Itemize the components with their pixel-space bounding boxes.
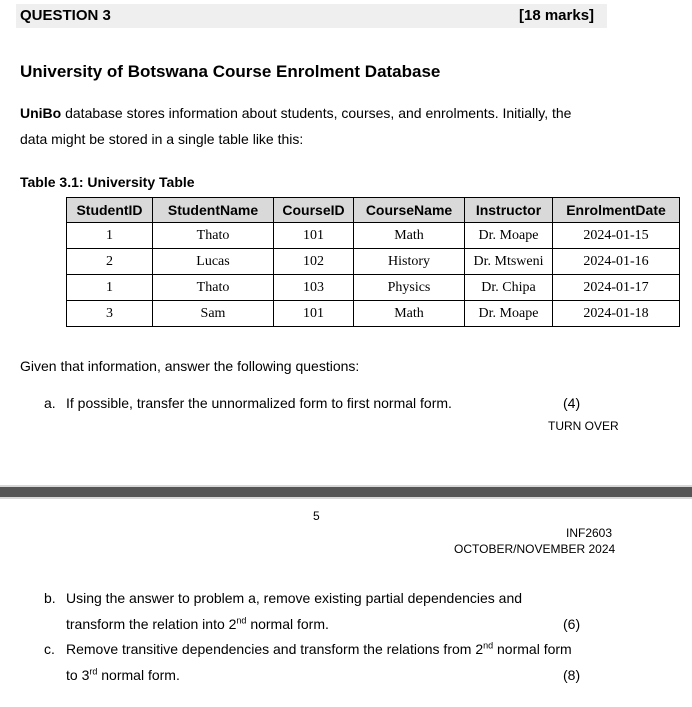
university-table (66, 197, 680, 327)
header-enrolmentdate: EnrolmentDate (553, 198, 680, 223)
cell-enrolmentdate: 2024-01-18 (553, 301, 680, 327)
cell-coursename: Physics (354, 275, 465, 301)
question-b-line2-sup: nd (236, 615, 247, 626)
table-caption: Table 3.1: University Table (20, 174, 195, 190)
question-a-marks: (4) (563, 395, 581, 411)
cell-enrolmentdate: 2024-01-16 (553, 249, 680, 275)
exam-session: OCTOBER/NOVEMBER 2024 (454, 542, 616, 556)
question-c-line2-post: normal form. (97, 667, 180, 683)
question-b-line2 (66, 616, 329, 632)
cell-coursename: Math (354, 301, 465, 327)
intro-line1: database stores information about students, courses, and enrolments. Initially, the (61, 105, 572, 121)
cell-coursename: Math (354, 223, 465, 249)
cell-courseid: 101 (274, 301, 354, 327)
question-c-line1-sup: nd (483, 640, 494, 651)
table-row (67, 275, 680, 301)
cell-studentname: Thato (153, 223, 274, 249)
intro-bold: UniBo (20, 105, 62, 121)
question-c-line2-sup: rd (89, 666, 98, 677)
cell-enrolmentdate: 2024-01-17 (553, 275, 680, 301)
cell-instructor: Dr. Moape (465, 301, 553, 327)
header-coursename: CourseName (354, 198, 465, 223)
cell-instructor: Dr. Mtsweni (465, 249, 553, 275)
table-header-row (67, 198, 680, 223)
cell-studentname: Sam (153, 301, 274, 327)
cell-instructor: Dr. Chipa (465, 275, 553, 301)
turn-over-label: TURN OVER (548, 419, 619, 433)
cell-instructor: Dr. Moape (465, 223, 553, 249)
question-b-line1: Using the answer to problem a, remove existing partial dependencies and (66, 590, 523, 606)
section-heading: University of Botswana Course Enrolment Database (20, 62, 441, 81)
question-c-letter: c. (44, 641, 55, 657)
table-row (67, 301, 680, 327)
header-studentname: StudentName (153, 198, 274, 223)
question-b-marks: (6) (563, 616, 581, 632)
cell-studentname: Lucas (153, 249, 274, 275)
table-row (67, 223, 680, 249)
question-title: QUESTION 3 (20, 7, 111, 24)
cell-coursename: History (354, 249, 465, 275)
cell-courseid: 102 (274, 249, 354, 275)
question-b-letter: b. (44, 590, 56, 606)
cell-studentid: 1 (67, 223, 153, 249)
course-code: INF2603 (566, 526, 613, 540)
intro-paragraph (20, 100, 640, 152)
cell-enrolmentdate: 2024-01-15 (553, 223, 680, 249)
question-c-line1-pre: Remove transitive dependencies and transform the relations from 2 (66, 641, 484, 657)
question-c-line1 (66, 641, 572, 657)
cell-studentid: 2 (67, 249, 153, 275)
given-text: Given that information, answer the following questions: (20, 358, 360, 374)
header-courseid: CourseID (274, 198, 354, 223)
question-a-letter: a. (44, 395, 56, 411)
question-c-line1-post: normal form (493, 641, 572, 657)
cell-courseid: 103 (274, 275, 354, 301)
question-marks: [18 marks] (519, 7, 595, 24)
question-c-line2-pre: to 3 (66, 667, 90, 683)
cell-courseid: 101 (274, 223, 354, 249)
question-b-line2-pre: transform the relation into 2 (66, 616, 237, 632)
page-divider-band (0, 487, 692, 497)
header-instructor: Instructor (465, 198, 553, 223)
question-c-line2 (66, 667, 180, 683)
cell-studentname: Thato (153, 275, 274, 301)
question-c-marks: (8) (563, 667, 581, 683)
table-row (67, 249, 680, 275)
question-b-line2-post: normal form. (246, 616, 329, 632)
intro-line2: data might be stored in a single table like this: (20, 131, 304, 147)
header-studentid: StudentID (67, 198, 153, 223)
page-number: 5 (313, 509, 320, 523)
cell-studentid: 3 (67, 301, 153, 327)
cell-studentid: 1 (67, 275, 153, 301)
question-a-text: If possible, transfer the unnormalized form to first normal form. (66, 395, 452, 411)
